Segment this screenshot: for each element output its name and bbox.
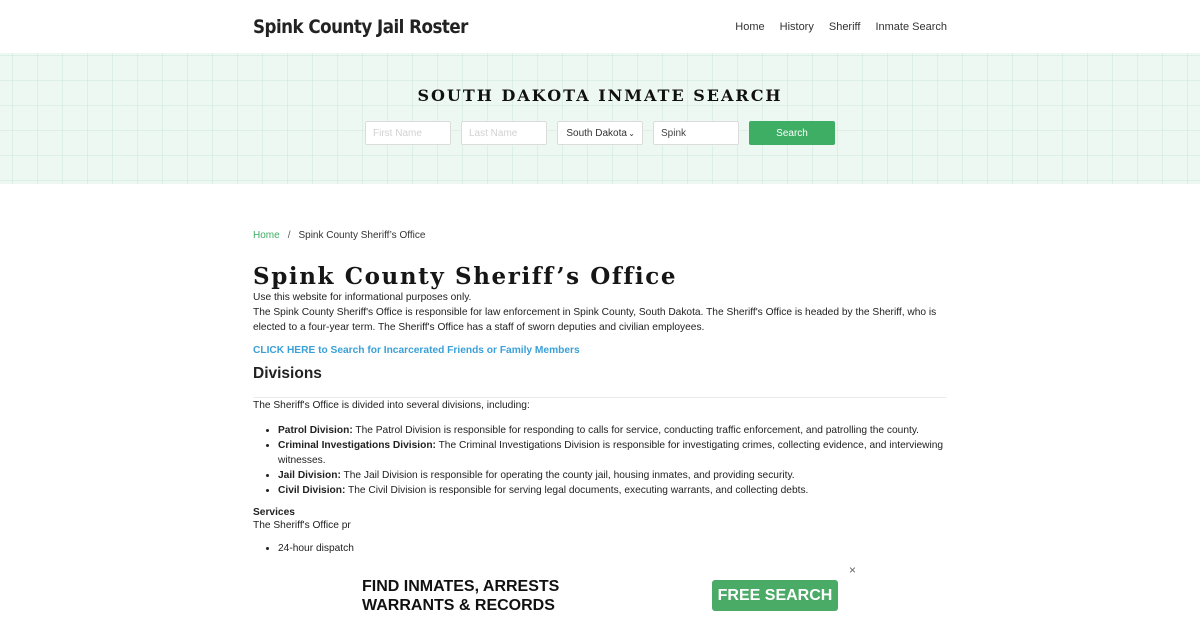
services-list (253, 543, 947, 554)
list-item (278, 468, 947, 483)
inmate-search-form (0, 121, 1200, 145)
nav-home[interactable]: Home (735, 20, 765, 33)
search-incarcerated-link[interactable]: CLICK HERE to Search for Incarcerated Friends or Family Members (253, 345, 580, 356)
divisions-list (253, 423, 947, 498)
division-name: Jail Division: (278, 470, 341, 481)
nav-history[interactable]: History (779, 20, 814, 33)
division-name: Criminal Investigations Division: (278, 440, 436, 451)
list-item (278, 438, 947, 468)
division-text: The Jail Division is responsible for operating the county jail, housing inmates, and providing security. (340, 470, 795, 481)
breadcrumb (253, 230, 947, 241)
main-nav (735, 21, 947, 33)
breadcrumb-separator: / (287, 230, 291, 241)
services-heading: Services (253, 507, 295, 518)
main-content (0, 230, 1200, 554)
hero-title: SOUTH DAKOTA INMATE SEARCH (417, 86, 783, 105)
county-input[interactable]: Spink (653, 121, 739, 145)
list-item (278, 423, 947, 438)
description-text: The Spink County Sheriff's Office is responsible for law enforcement in Spink County, South Dakota. The Sheriff's Office is headed by the Sheriff, who is elected to a four-year term. The Sheriff's Office has a staff of sworn deputies and civilian employees. (253, 307, 937, 333)
site-brand[interactable]: Spink County Jail Roster (253, 15, 468, 38)
services-intro: The Sheriff's Office pr (253, 520, 351, 531)
last-name-input[interactable]: Last Name (461, 121, 547, 145)
list-item (278, 483, 947, 498)
page-title: Spink County Sheriff’s Office (253, 263, 678, 290)
division-name: Civil Division: (278, 485, 346, 496)
navbar (0, 0, 1200, 53)
hero-search-section (0, 53, 1200, 184)
divisions-heading: Divisions (253, 365, 322, 382)
ad-banner (352, 563, 866, 620)
intro-text: Use this website for informational purposes only. (253, 292, 472, 303)
list-item: • 24-hour dispatch (278, 543, 947, 554)
ad-headline (362, 577, 559, 615)
state-select[interactable] (557, 121, 643, 145)
division-text: The Criminal Investigations Division is responsible for investigating crimes, collecting evidence, and interviewing witnesses. (278, 440, 944, 466)
divisions-intro: The Sheriff's Office is divided into several divisions, including: (253, 400, 530, 411)
division-text: The Civil Division is responsible for serving legal documents, executing warrants, and collecting debts. (345, 485, 809, 496)
close-icon[interactable]: × (849, 563, 857, 577)
state-select-value: South Dakota (566, 127, 627, 139)
search-button[interactable]: Search (749, 121, 835, 145)
division-text: The Patrol Division is responsible for responding to calls for service, conducting traffic enforcement, and patrolling the county. (352, 425, 919, 436)
breadcrumb-home[interactable]: Home (253, 230, 280, 241)
division-name: Patrol Division: (278, 425, 353, 436)
chevron-down-icon: ⌄ (628, 128, 635, 138)
ad-line-2: WARRANTS & RECORDS (362, 597, 555, 614)
breadcrumb-current: Spink County Sheriff’s Office (298, 230, 426, 241)
first-name-input[interactable]: First Name (365, 121, 451, 145)
free-search-button[interactable]: FREE SEARCH (712, 580, 838, 611)
ad-line-1: FIND INMATES, ARRESTS (362, 578, 560, 595)
nav-sheriff[interactable]: Sheriff (828, 20, 861, 33)
nav-inmate-search[interactable]: Inmate Search (875, 20, 947, 33)
